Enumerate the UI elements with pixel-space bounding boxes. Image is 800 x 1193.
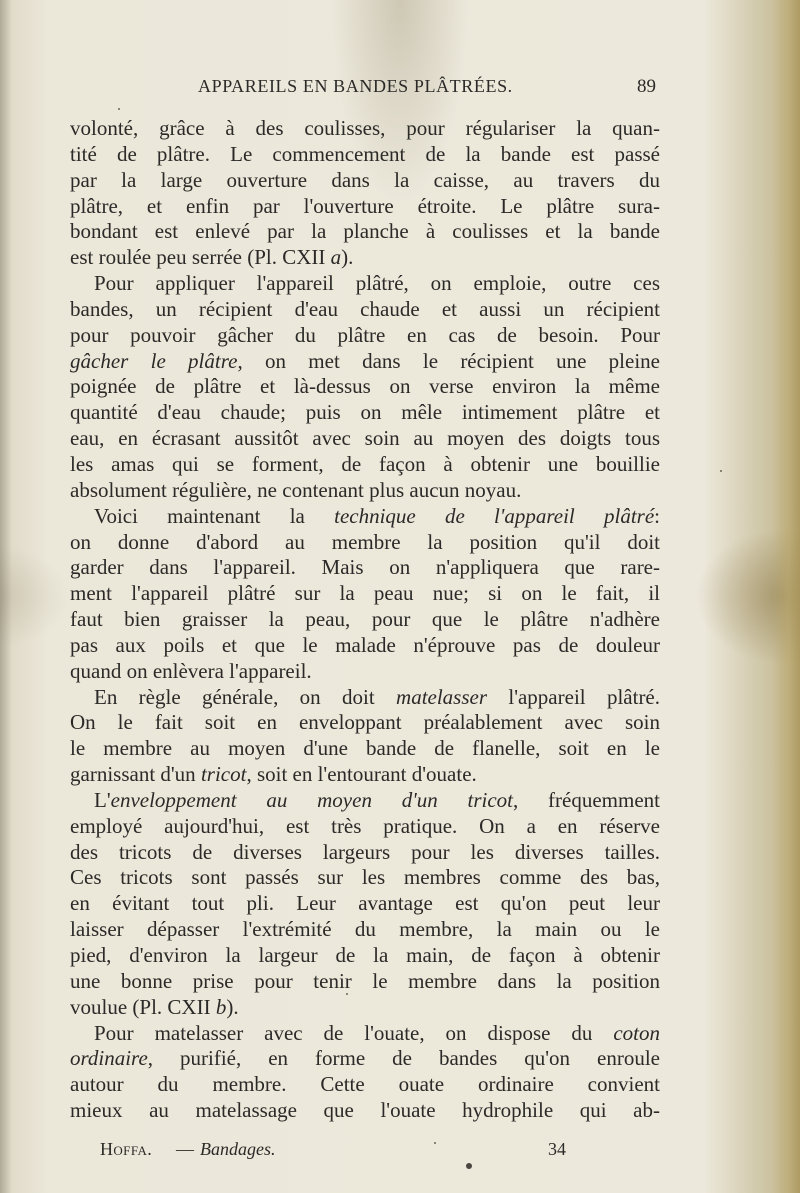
page-number: 89 [637, 76, 656, 97]
text-line: on donne d'abord au membre la position qu'il doit [70, 529, 660, 554]
text-line: une bonne prise pour tenir le membre dans la position [70, 968, 660, 993]
text-line: faut bien graisser la peau, pour que le plâtre n'adhère [70, 607, 660, 632]
text-line: L'enveloppement au moyen d'un tricot, fréquemment [94, 787, 661, 812]
text-line: en évitant tout pli. Leur avantage est qu'on peut leur [70, 891, 660, 916]
text-line: ment l'appareil plâtré sur la peau nue; si on le fait, il [70, 581, 660, 606]
text-line: bandes, un récipient d'eau chaude et aussi un récipient [70, 296, 660, 321]
body-text [70, 116, 660, 1124]
footer-author: Hoffa. [100, 1139, 153, 1159]
text-line: quand on enlèvera l'appareil. [70, 658, 312, 683]
text-line: est roulée peu serrée (Pl. CXII a). [70, 245, 354, 270]
text-line: volonté, grâce à des coulisses, pour régulariser la quan- [70, 116, 660, 140]
print-dot-mark [466, 1163, 472, 1169]
footer-book-title: Bandages. [200, 1139, 276, 1159]
text-line: pour pouvoir gâcher du plâtre en cas de besoin. Pour [70, 322, 660, 347]
page-edge-discoloration [772, 0, 800, 1193]
paper-speck [346, 993, 348, 995]
text-line: autour du membre. Cette ouate ordinaire convient [70, 1072, 660, 1097]
text-line: eau, en écrasant aussitôt avec soin au moyen des doigts tous [70, 426, 660, 451]
text-line: voulue (Pl. CXII b). [70, 994, 239, 1019]
text-line: tité de plâtre. Le commencement de la bande est passé [70, 141, 660, 166]
paper-speck [434, 1142, 436, 1144]
text-line: Voici maintenant la technique de l'appareil plâtré: [94, 503, 661, 528]
text-line: poignée de plâtre et là-dessus on verse environ la même [70, 374, 660, 399]
text-line: gâcher le plâtre, on met dans le récipient une pleine [70, 348, 660, 373]
text-line: quantité d'eau chaude; puis on mêle intimement plâtre et [70, 400, 660, 425]
footer-signature-mark: 34 [548, 1139, 566, 1159]
running-head [70, 76, 660, 106]
text-line: Pour matelasser avec de l'ouate, on dispose du coton [94, 1020, 660, 1045]
running-title: APPAREILS EN BANDES PLÂTRÉES. [198, 76, 513, 96]
text-line: Ces tricots sont passés sur les membres comme des bas, [70, 865, 660, 890]
text-line: laisser dépasser l'extrémité du membre, la main ou le [70, 917, 660, 942]
text-line: pied, d'environ la largeur de la main, de façon à obtenir [70, 943, 660, 967]
text-line: par la large ouverture dans la caisse, au travers du [70, 167, 660, 192]
text-line: les amas qui se forment, de façon à obtenir une bouillie [70, 451, 660, 476]
text-line: plâtre, et enfin par l'ouverture étroite. Le plâtre sura- [70, 193, 660, 218]
text-line: mieux au matelassage que l'ouate hydrophile qui ab- [70, 1098, 660, 1123]
text-line: Pour appliquer l'appareil plâtré, on emploie, outre ces [94, 271, 660, 296]
paper-speck [118, 108, 120, 110]
text-line: des tricots de diverses largeurs pour les diverses tailles. [70, 839, 660, 864]
signature-footer [100, 1139, 580, 1165]
footer-separator: — [176, 1139, 194, 1159]
text-line: garder dans l'appareil. Mais on n'appliquera que rare- [70, 555, 660, 580]
text-line: pas aux poils et que le malade n'éprouve pas de douleur [70, 632, 660, 657]
text-line: garnissant d'un tricot, soit en l'entourant d'ouate. [70, 762, 477, 787]
text-line: le membre au moyen d'une bande de flanelle, soit en le [70, 736, 660, 761]
paper-speck [720, 470, 722, 472]
text-line: ordinaire, purifié, en forme de bandes qu'on enroule [70, 1046, 660, 1071]
text-line: En règle générale, on doit matelasser l'appareil plâtré. [94, 684, 661, 709]
text-line: absolument régulière, ne contenant plus aucun noyau. [70, 477, 522, 502]
text-line: bondant est enlevé par la planche à coulisses et la bande [70, 219, 660, 244]
page-gutter-shadow [0, 0, 12, 1193]
text-line: On le fait soit en enveloppant préalablement avec soin [70, 710, 660, 735]
text-line: employé aujourd'hui, est très pratique. On a en réserve [70, 813, 660, 838]
